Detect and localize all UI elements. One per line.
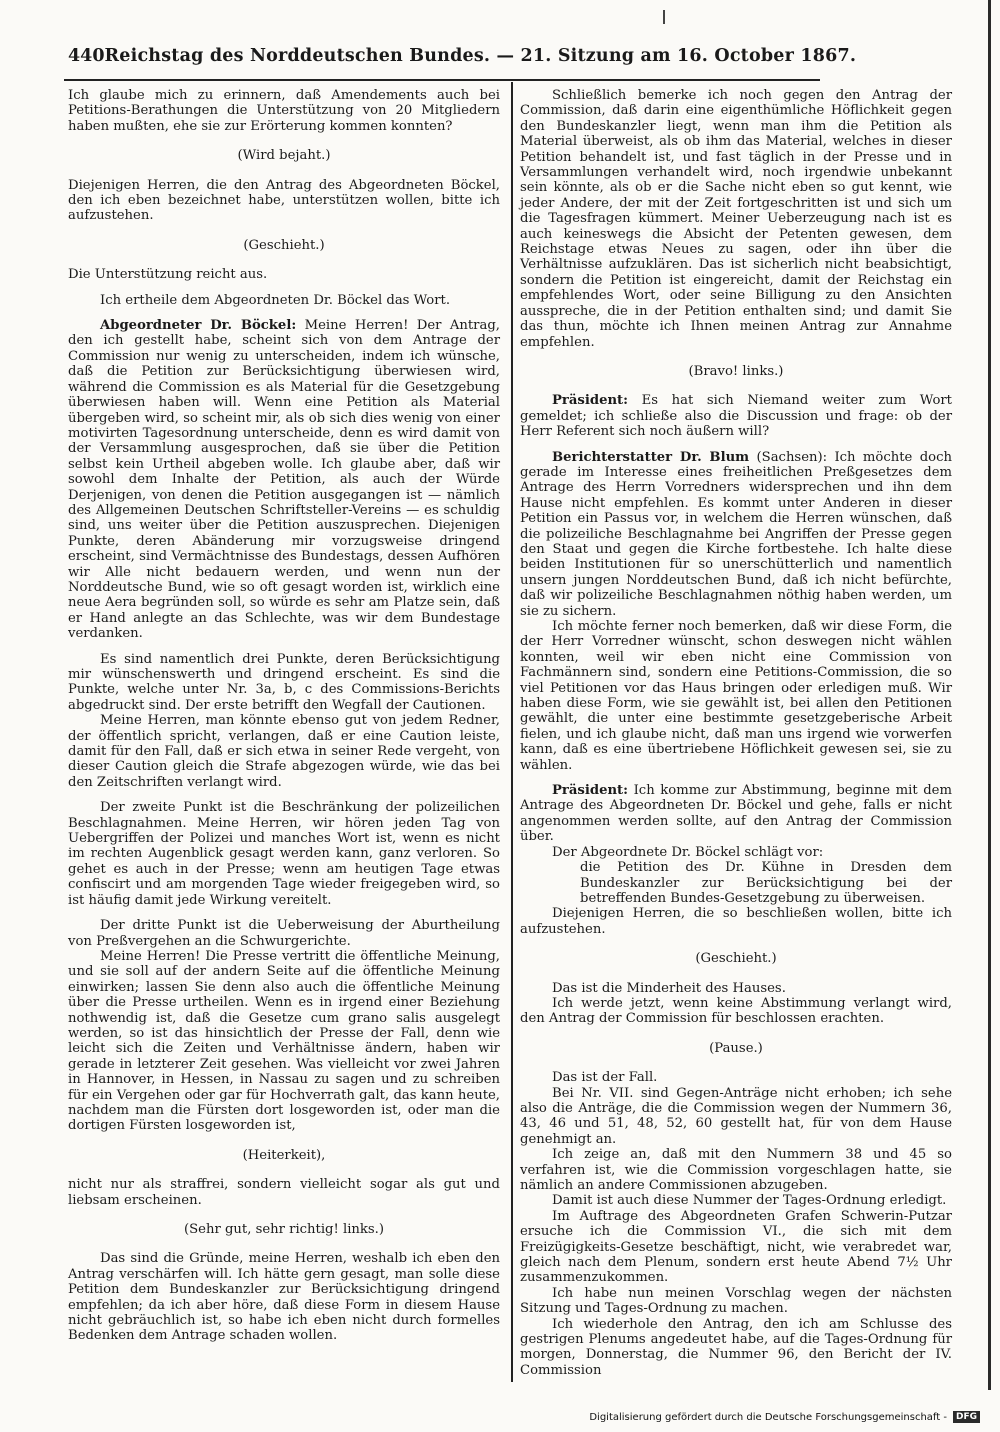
paragraph-text: Das ist die Minderheit des Hauses. — [552, 980, 786, 996]
interjection — [68, 238, 500, 253]
paragraph — [520, 393, 952, 439]
paragraph-text: Diejenigen Herren, die so beschließen wollen, bitte ich aufzustehen. — [520, 906, 952, 937]
paragraph — [68, 318, 500, 642]
speaker-name: Berichterstatter Dr. Blum — [552, 449, 750, 465]
paragraph — [520, 845, 952, 860]
paragraph-text: (Bravo! links.) — [688, 363, 784, 379]
paragraph — [68, 1251, 500, 1343]
paragraph-text: Das ist der Fall. — [552, 1070, 658, 1086]
paragraph-text: Meine Herren, man könnte ebenso gut von jedem Redner, der öffentlich spricht, verlangen, daß er eine Caution leiste, damit für den Fall, daß er sich etwa in seiner Rede vergeht, von dieser Caution gleich die Strafe abgezogen würde, wie das bei den Zeitschriften verlangt wird. — [68, 713, 500, 790]
paragraph-text: nicht nur als straffrei, sondern vielleicht sogar als gut und liebsam erscheinen. — [68, 1177, 500, 1208]
dfg-logo: DFG — [953, 1411, 980, 1423]
paragraph — [520, 1317, 952, 1379]
paragraph — [68, 267, 500, 282]
paragraph-text: Die Unterstützung reicht aus. — [68, 267, 268, 283]
paragraph — [68, 949, 500, 1134]
paragraph — [68, 293, 500, 308]
header-rule — [64, 79, 820, 81]
paragraph-text: Der zweite Punkt ist die Beschränkung der polizeilichen Beschlagnahmen. Meine Herren, wir hören jeden Tag von Uebergriffen der Polizei und manches Wort ist, wenn es nicht im rechten Augenblick gesagt werden kann, ganz verloren. So gehet es auch in der Presse; wenn am heutigen Tage etwas confiscirt und am morgenden Tage wieder freigegeben wird, so ist häufig damit jede Wirkung vereitelt. — [68, 800, 500, 908]
speaker-name: Abgeordneter Dr. Böckel: — [100, 318, 297, 334]
running-header — [68, 46, 857, 76]
paragraph-text: Ich habe nun meinen Vorschlag wegen der nächsten Sitzung und Tages-Ordnung zu machen. — [520, 1285, 952, 1317]
paragraph-text: Ich ertheile dem Abgeordneten Dr. Böckel das Wort. — [100, 292, 451, 308]
paragraph — [68, 88, 500, 134]
paragraph-text: Ich möchte ferner noch bemerken, daß wir diese Form, die der Herr Vorredner wünscht, schon deswegen nicht wählen konnten, weil wir eben nicht eine Commission von Fachmännern sind, sondern eine Petitions-Commission, die so viel Petitionen vor das Haus bringen oder erledigen muß. Wir haben diese Form, wie sie gewählt ist, bei allen den Petitionen gewählt, die unter eine bestimmte gesetzgeberische Arbeit fielen, und ich glaube nicht, daß man uns irgend wie vorwerfen kann, daß es eine übertriebene Höflichkeit gewesen sei, sie zu wählen. — [520, 619, 952, 773]
speaker-name: Präsident: — [552, 393, 629, 409]
speaker-name: Präsident: — [552, 783, 629, 799]
paragraph — [68, 178, 500, 224]
paragraph — [520, 1286, 952, 1317]
paragraph-text: die Petition des Dr. Kühne in Dresden dem Bundeskanzler zur Berücksichtigung bei der betreffenden Bundes-Gesetzgebung zu überweisen. — [580, 860, 952, 906]
paragraph — [68, 713, 500, 790]
credit-text: Digitalisierung gefördert durch die Deutsche Forschungsgemeinschaft - — [589, 1411, 947, 1423]
interjection — [68, 1148, 500, 1163]
left-column — [68, 88, 500, 1344]
paragraph-text: Der Abgeordnete Dr. Böckel schlägt vor: — [552, 844, 824, 860]
paragraph-text: Ich zeige an, daß mit den Nummern 38 und 45 so verfahren ist, wie die Commission vorgeschlagen hatte, sie nämlich an andere Commissionen abzugeben. — [520, 1147, 952, 1193]
paragraph-text: Es sind namentlich drei Punkte, deren Berücksichtigung mir wünschenswerth und dringend erscheint. Es sind die Punkte, welche unter Nr. 3a, b, c des Commissions-Berichts abgedruckt sind. Der erste betrifft den Wegfall der Cautionen. — [68, 651, 500, 713]
paragraph-text: (Geschieht.) — [695, 951, 777, 967]
paragraph — [580, 860, 952, 906]
paragraph-text: Ich wiederhole den Antrag, den ich am Schlusse des gestrigen Plenums angedeutet habe, auf die Tages-Ordnung für morgen, Donnerstag, die Nummer 96, den Bericht der IV. Commission — [520, 1316, 952, 1378]
paragraph — [520, 619, 952, 773]
interjection — [520, 364, 952, 379]
paragraph — [68, 918, 500, 949]
paragraph — [520, 1147, 952, 1193]
interjection — [68, 1222, 500, 1237]
header-title: Reichstag des Norddeutschen Bundes. — 21. Sitzung am 16. October 1867. — [104, 46, 857, 66]
paragraph-text: Ich glaube mich zu erinnern, daß Amendements auch bei Petitions-Berathungen die Unterstützung von 20 Mitgliedern haben mußten, ehe sie zur Erörterung kommen konnten? — [68, 88, 500, 134]
page-edge-rule — [988, 0, 991, 1390]
paragraph-text: Im Auftrage des Abgeordneten Grafen Schwerin-Putzar ersuche ich die Commission VI., die sich mit dem Freizügigkeits-Gesetze beschäftigt, nicht, wie verabredet war, gleich nach dem Plenum, sondern erst heute Abend 7½ Uhr zusammenzukommen. — [520, 1208, 952, 1286]
paragraph — [68, 1177, 500, 1208]
paragraph-text: Meine Herren! Die Presse vertritt die öffentliche Meinung, und sie soll auf der andern Seite auf die öffentliche Meinung einwirken; lassen Sie denn also auch die öffentliche Meinung über die Presse urtheilen. Wenn es in irgend einer Beziehung nothwendig ist, daß die Gesetze cum grano salis ausgelegt werden, so ist das hinsichtlich der Presse der Fall, denn wie leicht sich die Zeiten und Verhältnisse ändern, haben wir gerade in letzterer Zeit gesehen. Was vielleicht vor zwei Jahren in Hannover, in Hessen, in Nassau zu sagen und zu schreiben für ein Vergehen oder gar für Hochverrath galt, das kann heute, nachdem man die Fürsten dort losgeworden ist, oder man die dortigen Fürsten losgeworden ist, — [68, 948, 500, 1134]
paragraph — [520, 981, 952, 996]
page-number: 440 — [68, 46, 105, 66]
paragraph — [520, 88, 952, 350]
paragraph-text: (Sachsen): Ich möchte doch gerade im Interesse eines freiheitlichen Preßgesetzes dem Antrage des Herrn Vorredners widersprechen und ihn dem Hause nicht empfehlen. Es kommt unter Anderen in dieser Petition ein Passus vor, in welchem die Herren wünschen, daß die polizeiliche Beschlagnahme bei Angriffen der Presse gegen den Staat und gegen die Kirche fortbestehe. Ich halte diese beiden Institutionen für so unerschütterlich und namentlich unsern jungen Norddeutschen Bund, daß ich nicht befürchte, daß wir polizeiliche Beschlagnahmen nöthig haben werden, um sie zu sichern. — [520, 449, 952, 619]
paragraph — [520, 996, 952, 1027]
paragraph-text: Der dritte Punkt ist die Ueberweisung der Aburtheilung von Preßvergehen an die Schwurgerichte. — [68, 918, 500, 949]
paragraph — [68, 652, 500, 714]
paragraph-text: Ich komme zur Abstimmung, beginne mit dem Antrage des Abgeordneten Dr. Böckel und gehe, falls er nicht angenommen werden sollte, auf den Antrag der Commission über. — [520, 783, 952, 845]
paragraph-text: (Sehr gut, sehr richtig! links.) — [183, 1222, 385, 1237]
paragraph-text: (Wird bejaht.) — [237, 148, 331, 164]
page-edge-mark — [663, 10, 665, 24]
paragraph — [520, 450, 952, 619]
paragraph-text: Ich werde jetzt, wenn keine Abstimmung verlangt wird, den Antrag der Commission für beschlossen erachten. — [520, 995, 952, 1027]
paragraph — [520, 1086, 952, 1148]
paragraph-text: Schließlich bemerke ich noch gegen den Antrag der Commission, daß darin eine eigenthümliche Höflichkeit gegen den Bundeskanzler liegt, wenn man ihm die Petition als Material überweist, als ob ihm das Material, welches in dieser Petition behandelt ist, und fast täglich in der Presse und in Versammlungen verhandelt wird, noch irgendwie unbekannt sein könnte, als ob er die Sache nicht eben so gut kennt, wie jeder Andere, der mit der Zeit fortgeschritten ist und sich um die Tagesfragen kümmert. Meiner Ueberzeugung nach ist es auch keineswegs die Absicht der Petenten gewesen, dem Reichstage etwas Neues zu sagen, oder ihn über die Verhältnisse aufzuklären. Das ist sicherlich nicht beabsichtigt, sondern die Petition ist eingereicht, damit der Reichstag ein empfehlendes Wort, oder seine Billigung zu den Ansichten ausspreche, die in der Petition enthalten sind; und damit Sie das thun, möchte ich Ihnen meinen Antrag zur Annahme empfehlen. — [520, 88, 952, 350]
paragraph-text: Das sind die Gründe, meine Herren, weshalb ich eben den Antrag verschärfen will. Ich hätte gern gesagt, man solle diese Petition dem Bundeskanzler zur Berücksichtigung dringend empfehlen; da ich aber höre, daß diese Form in diesem Hause nicht gebräuchlich ist, so habe ich eben nicht durch formelles Bedenken dem Antrage schaden wollen. — [68, 1251, 500, 1344]
paragraph — [520, 906, 952, 937]
paragraph-text: (Pause.) — [709, 1040, 763, 1056]
paragraph — [520, 1193, 952, 1208]
paragraph-text: Diejenigen Herren, die den Antrag des Abgeordneten Böckel, den ich eben bezeichnet habe, unterstützen wollen, bitte ich aufzustehen. — [68, 177, 500, 224]
column-divider — [511, 82, 513, 1382]
right-column — [520, 88, 952, 1378]
paragraph-text: (Heiterkeit), — [242, 1147, 326, 1163]
paragraph-text: Es hat sich Niemand weiter zum Wort gemeldet; ich schließe also die Discussion und frage: ob der Herr Referent sich noch äußern will? — [520, 393, 952, 440]
paragraph-text: Damit ist auch diese Nummer der Tages-Ordnung erledigt. — [552, 1193, 947, 1209]
digitization-credit — [589, 1409, 980, 1425]
paragraph — [520, 1209, 952, 1286]
paragraph — [68, 800, 500, 908]
paragraph-text: (Geschieht.) — [243, 237, 325, 253]
interjection — [68, 148, 500, 163]
paragraph — [520, 1070, 952, 1085]
paragraph-text: Bei Nr. VII. sind Gegen-Anträge nicht erhoben; ich sehe also die Anträge, die die Commission wegen der Nummern 36, 43, 46 und 51, 48, 52, 60 gestellt hat, für von dem Hause genehmigt an. — [520, 1085, 952, 1147]
interjection — [520, 1041, 952, 1056]
paragraph — [520, 783, 952, 845]
interjection — [520, 951, 952, 966]
paragraph-text: Meine Herren! Der Antrag, den ich gestellt habe, scheint sich von dem Antrage der Commission nur wenig zu unterscheiden, indem ich wünsche, daß die Petition zur Berücksichtigung überwiesen wird, während die Commission es als Material für die Gesetzgebung überwiesen haben will. Wenn eine Petition als Material übergeben wird, so scheint mir, als ob sich dies wenig von einer motivirten Tagesordnung unterscheide, denn es wird damit von der Versammlung ausgesprochen, daß sie über die Petition selbst kein Urtheil abgeben wolle. Ich glaube aber, daß wir sowohl dem Inhalte der Petition, als auch der Würde Derjenigen, von denen die Petition ausgegangen ist — nämlich des Allgemeinen Deutschen Schriftsteller-Vereins — es schuldig sind, uns weiter über die Petition auszusprechen. Diejenigen Punkte, deren Abänderung mir vorzugsweise dringend erscheint, sind Vermächtnisse des Bundestags, dessen Aufhören wir Alle nicht bedauern werden, und wenn nun der Norddeutsche Bund, wie so oft gesagt worden ist, wirklich eine neue Aera begründen soll, so würde es sehr am Platze sein, daß er Hand anlegte an das Schlechte, was wir dem Bundestage verdanken. — [68, 318, 500, 642]
